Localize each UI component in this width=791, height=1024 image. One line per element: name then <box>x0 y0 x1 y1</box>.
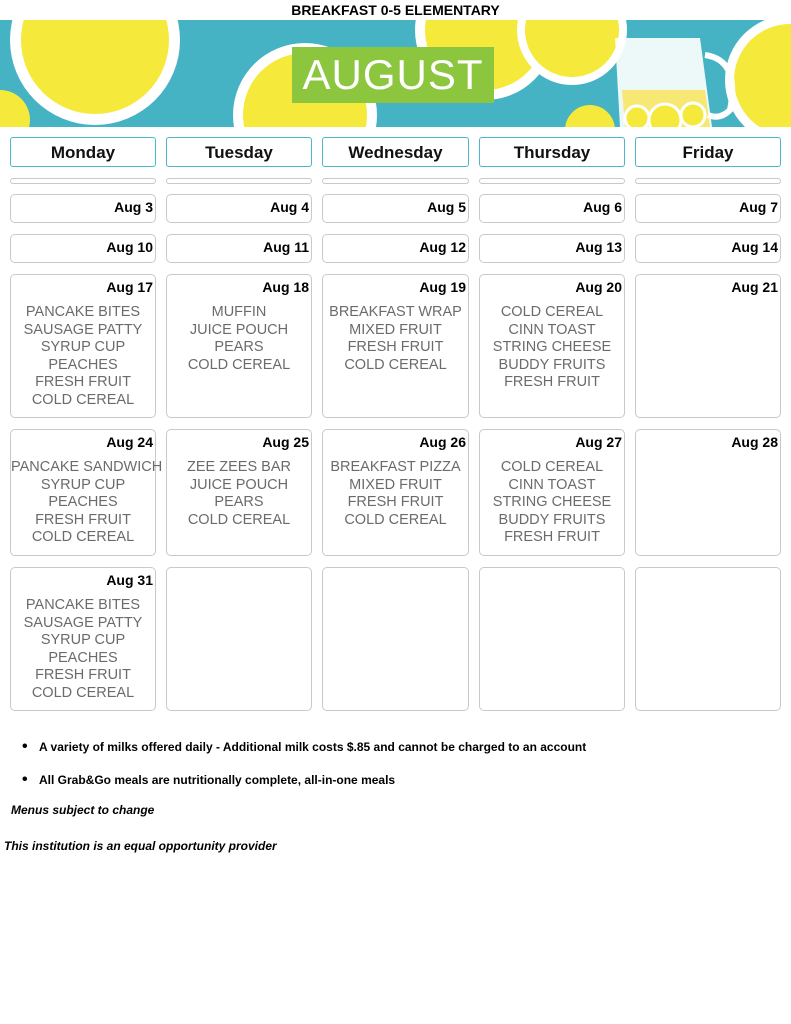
day-header-thursday: Thursday <box>479 137 625 167</box>
menu-items <box>167 304 311 374</box>
day-cell <box>166 274 312 418</box>
date-label: Aug 4 <box>270 199 309 215</box>
menu-item: PEARS <box>214 339 264 355</box>
menu-items <box>323 459 468 529</box>
day-cell <box>166 567 312 711</box>
day-cell <box>635 234 781 263</box>
menu-item: SYRUP CUP <box>40 632 126 648</box>
day-header-friday: Friday <box>635 137 781 167</box>
day-cell <box>322 234 469 263</box>
menu-item: COLD CEREAL <box>344 356 447 373</box>
menu-item: COLD CEREAL <box>344 511 447 528</box>
date-label: Aug 25 <box>262 434 309 450</box>
empty-row-cell <box>10 178 156 184</box>
empty-row-cell <box>322 178 469 184</box>
menu-items <box>11 597 155 702</box>
menu-item: PEACHES <box>48 356 118 373</box>
empty-row-cell <box>166 178 312 184</box>
day-cell <box>10 429 163 556</box>
day-cell <box>10 274 156 418</box>
day-cell <box>10 194 156 223</box>
menu-item: STRING CHEESE <box>492 494 612 510</box>
menu-item: PEACHES <box>48 649 118 666</box>
day-cell <box>166 429 312 556</box>
grab-and-go-note: • All Grab&Go meals are nutritionally complete, all-in-one meals <box>22 773 395 787</box>
menu-item: SAUSAGE PATTY <box>23 321 143 338</box>
menu-item: COLD CEREAL <box>31 529 135 545</box>
menu-item: SYRUP CUP <box>40 476 126 493</box>
menu-item: MIXED FRUIT <box>349 476 442 493</box>
day-cell <box>635 274 781 418</box>
date-label: Aug 3 <box>114 199 153 215</box>
day-cell <box>166 234 312 263</box>
date-label: Aug 31 <box>106 572 153 588</box>
menu-item: FRESH FRUIT <box>504 529 600 545</box>
date-label: Aug 21 <box>731 279 778 295</box>
date-label: Aug 19 <box>419 279 466 295</box>
menu-item: BREAKFAST WRAP <box>329 304 462 320</box>
date-label <box>778 568 780 572</box>
day-header-wednesday: Wednesday <box>322 137 469 167</box>
menu-item: CINN TOAST <box>508 321 596 338</box>
month-label: AUGUST <box>292 47 494 103</box>
menu-item: SAUSAGE PATTY <box>23 614 143 631</box>
date-label: Aug 27 <box>575 434 622 450</box>
day-cell <box>322 274 469 418</box>
menu-item: JUICE POUCH <box>189 321 289 338</box>
day-cell <box>635 429 781 556</box>
menu-items <box>480 459 624 547</box>
day-cell <box>166 194 312 223</box>
day-cell <box>10 234 156 263</box>
date-label: Aug 26 <box>419 434 466 450</box>
day-cell <box>479 194 625 223</box>
menu-item: PEARS <box>214 494 264 510</box>
menu-change-note: Menus subject to change <box>11 803 155 817</box>
day-cell <box>322 194 469 223</box>
date-label <box>309 568 311 572</box>
empty-row-cell <box>479 178 625 184</box>
day-header-monday: Monday <box>10 137 156 167</box>
menu-item: BREAKFAST PIZZA <box>330 459 461 475</box>
date-label <box>622 568 624 572</box>
menu-item: CINN TOAST <box>508 476 596 493</box>
date-label: Aug 24 <box>106 434 153 450</box>
equal-opportunity-note: This institution is an equal opportunity provider <box>4 839 277 853</box>
date-label: Aug 14 <box>731 239 778 255</box>
day-cell <box>635 194 781 223</box>
menu-item: FRESH FRUIT <box>504 374 600 390</box>
menu-item: COLD CEREAL <box>31 391 135 408</box>
menu-item: MUFFIN <box>211 304 267 320</box>
day-cell <box>635 567 781 711</box>
menu-item: SYRUP CUP <box>40 339 126 355</box>
day-cell <box>10 567 156 711</box>
date-label: Aug 18 <box>262 279 309 295</box>
menu-item: FRESH FRUIT <box>35 667 131 683</box>
day-cell <box>479 274 625 418</box>
date-label <box>466 568 468 572</box>
day-header-tuesday: Tuesday <box>166 137 312 167</box>
day-cell <box>479 567 625 711</box>
menu-item: COLD CEREAL <box>187 356 291 373</box>
date-label: Aug 5 <box>427 199 466 215</box>
day-cell <box>322 567 469 711</box>
date-label: Aug 7 <box>739 199 778 215</box>
menu-item: BUDDY FRUITS <box>498 356 606 373</box>
date-label: Aug 6 <box>583 199 622 215</box>
date-label: Aug 20 <box>575 279 622 295</box>
menu-items <box>167 459 311 529</box>
menu-item: BUDDY FRUITS <box>498 511 606 528</box>
menu-item: PANCAKE BITES <box>25 304 141 320</box>
day-cell <box>479 234 625 263</box>
menu-item: COLD CEREAL <box>500 304 604 320</box>
menu-item: JUICE POUCH <box>189 476 289 493</box>
date-label: Aug 28 <box>731 434 778 450</box>
empty-row-cell <box>635 178 781 184</box>
day-cell <box>479 429 625 556</box>
menu-item: FRESH FRUIT <box>35 374 131 390</box>
menu-items <box>11 459 163 547</box>
milk-note: • A variety of milks offered daily - Additional milk costs $.85 and cannot be charged to an account <box>22 740 586 754</box>
date-label: Aug 11 <box>263 239 309 255</box>
date-label: Aug 12 <box>419 239 466 255</box>
menu-item: PANCAKE BITES <box>25 597 141 613</box>
menu-item: COLD CEREAL <box>187 511 291 528</box>
lemon-banner <box>0 20 791 127</box>
menu-item: MIXED FRUIT <box>349 321 442 338</box>
menu-items <box>11 304 155 409</box>
menu-item: FRESH FRUIT <box>347 339 444 355</box>
menu-items <box>480 304 624 392</box>
day-cell <box>322 429 469 556</box>
date-label: Aug 13 <box>575 239 622 255</box>
menu-title: BREAKFAST 0-5 ELEMENTARY <box>291 2 500 18</box>
menu-item: PANCAKE SANDWICH <box>11 459 163 475</box>
menu-item: PEACHES <box>48 494 118 510</box>
date-label: Aug 10 <box>106 239 153 255</box>
menu-item: FRESH FRUIT <box>347 494 444 510</box>
menu-item: FRESH FRUIT <box>35 511 131 528</box>
menu-item: COLD CEREAL <box>500 459 604 475</box>
menu-item: ZEE ZEES BAR <box>187 459 291 475</box>
menu-item: COLD CEREAL <box>31 684 135 701</box>
menu-items <box>323 304 468 374</box>
menu-item: STRING CHEESE <box>492 339 612 355</box>
date-label: Aug 17 <box>106 279 153 295</box>
